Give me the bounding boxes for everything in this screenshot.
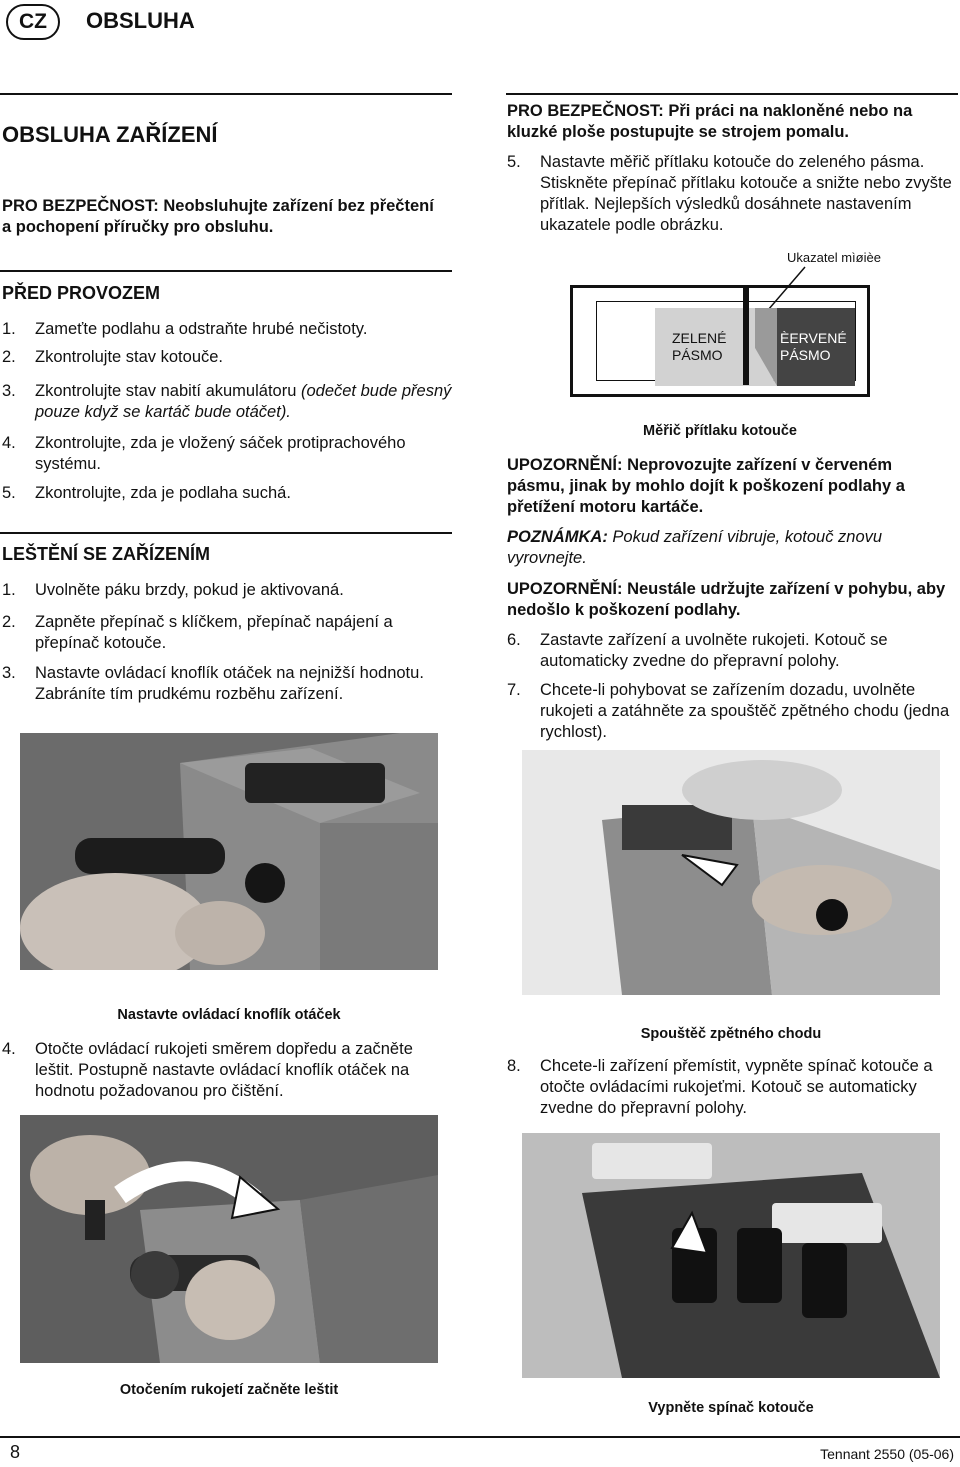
list-item: 7. Chcete-li pohybovat se zařízením dozadu, uvolněte rukojeti a zatáhněte za spouštěč zpětného chodu (jedna rychlost). — [507, 681, 950, 741]
language-badge: CZ — [6, 4, 60, 40]
photo-caption: Vypněte spínač kotouče — [648, 1400, 814, 1416]
photo-speed-knob — [20, 733, 438, 970]
list-item: 4. Zkontrolujte, zda je vložený sáček protiprachového systému. — [2, 434, 406, 473]
main-heading: OBSLUHA ZAŘÍZENÍ — [2, 122, 218, 147]
list-item: 2. Zapněte přepínač s klíčkem, přepínač napájení a přepínač kotouče. — [2, 613, 393, 652]
pre-op-heading: PŘED PROVOZEM — [2, 283, 161, 303]
note: POZNÁMKA: Pokud zařízení vibruje, kotouč znovu vyrovnejte. — [507, 528, 883, 567]
warning-red-zone: UPOZORNĚNÍ: Neprovozujte zařízení v červeném pásmu, jinak by mohlo dojít k poškození podlahy a přetížení motoru kartáče. — [507, 456, 905, 516]
list-item: 4. Otočte ovládací rukojeti směrem dopředu a začněte leštit. Postupně nastavte ovládací knoflík otáček na hodnotu požadovanou pro čištění. — [2, 1040, 413, 1100]
list-item: 1. Zameťte podlahu a odstraňte hrubé nečistoty. — [2, 320, 368, 338]
divider — [0, 270, 452, 272]
safety-note: PRO BEZPEČNOST: Neobsluhujte zařízení bez přečtení a pochopení příručky pro obsluhu. — [2, 197, 434, 236]
gauge-pointer-label: Ukazatel mìøièe — [787, 250, 881, 265]
list-item: 5. Nastavte měřič přítlaku kotouče do zeleného pásma. Stiskněte přepínač přítlaku kotouče a snižte nebo zvyšte přítlak. Nejlepších výsledků dosáhnete nastavením ukazatele podle obrázku. — [507, 153, 952, 234]
list-item: 3. Zkontrolujte stav nabití akumulátoru (odečet bude přesný pouze když se kartáč bude otáčet). — [2, 382, 452, 421]
footer-divider — [0, 1436, 960, 1438]
photo-rotate-handles — [20, 1115, 438, 1363]
polish-heading: LEŠTĚNÍ SE ZAŘÍZENÍM — [2, 544, 211, 564]
red-zone-label: ÈERVENÉ PÁSMO — [780, 330, 847, 363]
divider — [0, 532, 452, 534]
list-item: 2. Zkontrolujte stav kotouče. — [2, 348, 224, 366]
safety-note: PRO BEZPEČNOST: Při práci na nakloněné nebo na kluzké ploše postupujte se strojem pomalu. — [507, 102, 913, 141]
warning-keep-moving: UPOZORNĚNÍ: Neustále udržujte zařízení v pohybu, aby nedošlo k poškození podlahy. — [507, 580, 946, 619]
list-item: 1. Uvolněte páku brzdy, pokud je aktivovaná. — [2, 581, 344, 599]
photo-caption: Spouštěč zpětného chodu — [640, 1026, 822, 1042]
list-item: 5. Zkontrolujte, zda je podlaha suchá. — [2, 484, 291, 502]
photo-reverse-trigger — [522, 750, 940, 995]
photo-pad-switch — [522, 1133, 940, 1378]
list-item: 6. Zastavte zařízení a uvolněte rukojeti. Kotouč se automaticky zvedne do přepravní polohy. — [507, 631, 888, 670]
doc-reference: Tennant 2550 (05-06) — [820, 1446, 954, 1462]
photo-caption: Nastavte ovládací knoflík otáček — [117, 1007, 341, 1023]
list-item: 8. Chcete-li zařízení přemístit, vypněte spínač kotouče a otočte ovládacími rukojeťmi. Kotouč se automaticky zvedne do přepravní polohy. — [507, 1057, 933, 1117]
page-header-title: OBSLUHA — [86, 8, 195, 33]
page-number: 8 — [10, 1442, 21, 1462]
gauge-needle — [743, 285, 749, 385]
green-zone-label: ZELENÉ PÁSMO — [672, 330, 727, 363]
list-item: 3. Nastavte ovládací knoflík otáček na nejnižší hodnotu. Zabráníte tím prudkému rozběhu zařízení. — [2, 664, 424, 703]
gauge-caption: Měřič přítlaku kotouče — [643, 423, 797, 439]
photo-caption: Otočením rukojetí začněte leštit — [119, 1382, 339, 1398]
divider — [506, 93, 958, 95]
divider — [0, 93, 452, 95]
